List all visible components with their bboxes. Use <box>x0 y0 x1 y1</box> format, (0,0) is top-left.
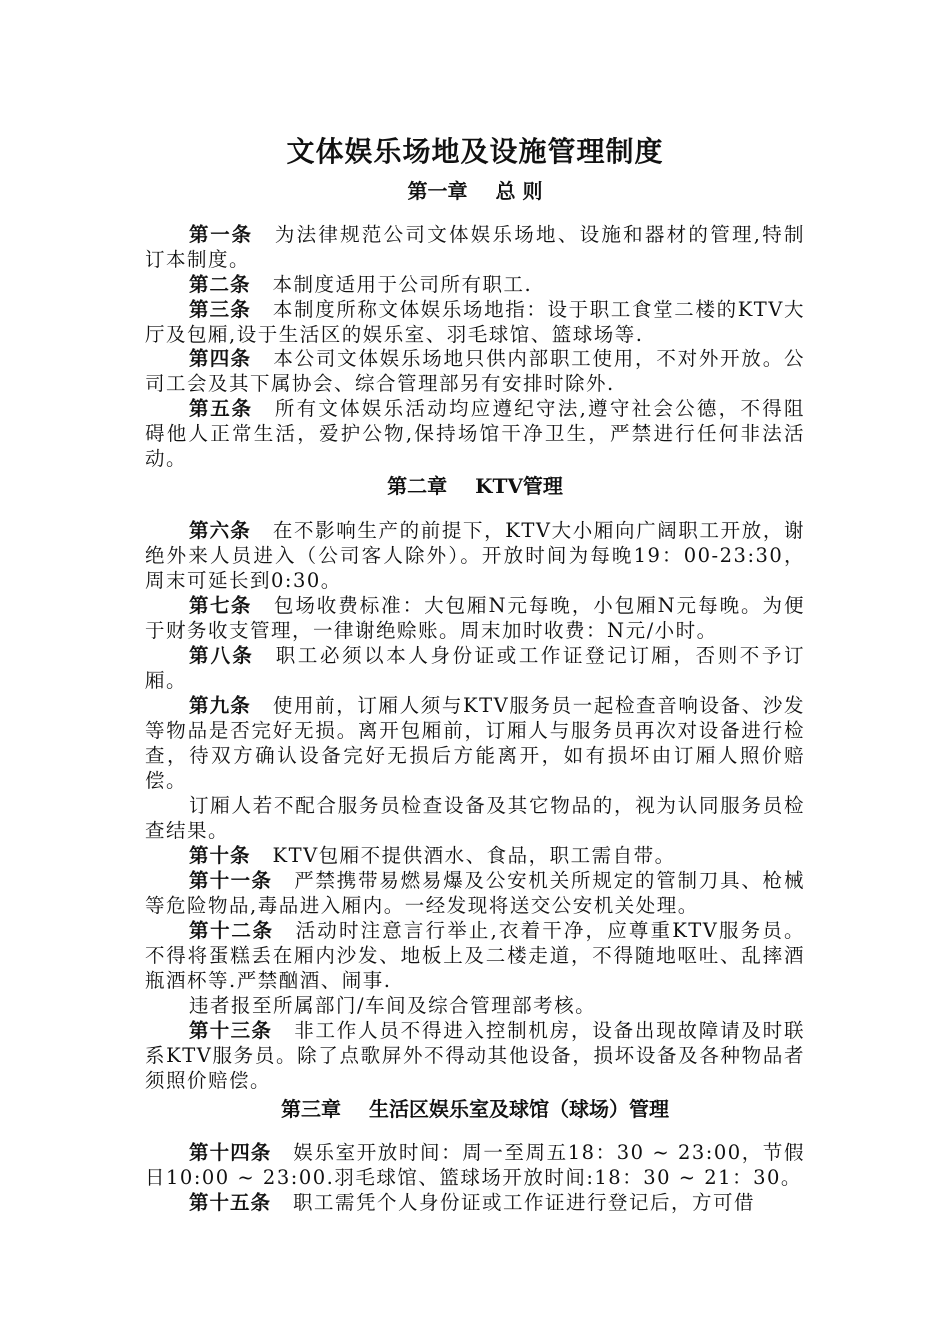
document-title: 文体娱乐场地及设施管理制度 <box>286 135 664 168</box>
chapter-3-name: 生活区娱乐室及球馆（球场）管理 <box>369 1097 669 1121</box>
article-8-label: 第八条 <box>189 644 254 667</box>
article-11 <box>145 868 805 918</box>
article-2-label: 第二条 <box>189 273 251 296</box>
article-12-text: 活动时注意言行举止,衣着干净，应尊重KTV服务员。不得将蛋糕丢在厢内沙发、地板上及二楼走道，不得随地呕吐、乱摔酒瓶酒杯等.严禁酗酒、闹事. <box>145 919 805 992</box>
article-5-label: 第五条 <box>189 397 253 420</box>
article-10-label: 第十条 <box>189 844 251 867</box>
article-8 <box>145 643 805 693</box>
article-1-label: 第一条 <box>189 223 253 246</box>
article-13-text: 非工作人员不得进入控制机房，设备出现故障请及时联系KTV服务员。除了点歌屏外不得动其他设备，损坏设备及各种物品者须照价赔偿。 <box>145 1019 805 1092</box>
article-2 <box>145 272 805 297</box>
article-12-label: 第十二条 <box>189 919 274 942</box>
chapter-1-label: 第一章 <box>407 179 468 203</box>
chapter-1-heading <box>0 175 950 204</box>
article-7-label: 第七条 <box>189 594 252 617</box>
article-13-label: 第十三条 <box>189 1019 273 1042</box>
article-11-text: 严禁携带易燃易爆及公安机关所规定的管制刀具、枪械等危险物品,毒品进入厢内。一经发现将送交公安机关处理。 <box>145 869 805 917</box>
article-9-supplement: 订厢人若不配合服务员检查设备及其它物品的，视为认同服务员检查结果。 <box>145 794 805 842</box>
chapter-2-name: KTV管理 <box>475 474 563 498</box>
article-14-label: 第十四条 <box>189 1141 272 1164</box>
article-3 <box>145 297 805 347</box>
article-5-text: 所有文体娱乐活动均应遵纪守法,遵守社会公德，不得阻碍他人正常生活，爱护公物,保持场馆干净卫生，严禁进行任何非法活动。 <box>145 397 805 470</box>
article-15-text: 职工需凭个人身份证或工作证进行登记后，方可借 <box>293 1191 756 1214</box>
article-6-text: 在不影响生产的前提下，KTV大小厢向广阔职工开放，谢绝外来人员进入（公司客人除外）。开放时间为每晚19：00-23:30，周末可延长到0:30。 <box>145 519 805 592</box>
chapter-2-label: 第二章 <box>387 474 448 498</box>
article-15 <box>145 1190 805 1215</box>
article-10 <box>145 843 805 868</box>
chapter-1-name: 总 则 <box>495 179 543 203</box>
article-12-supplement: 违者报至所属部门/车间及综合管理部考核。 <box>189 994 597 1017</box>
article-11-label: 第十一条 <box>189 869 273 892</box>
article-9 <box>145 693 805 793</box>
article-8-text: 职工必须以本人身份证或工作证登记订厢，否则不予订厢。 <box>145 644 805 692</box>
article-4 <box>145 346 805 396</box>
article-2-text: 本制度适用于公司所有职工. <box>272 273 533 296</box>
article-9-text: 使用前，订厢人须与KTV服务员一起检查音响设备、沙发等物品是否完好无损。离开包厢前，订厢人与服务员再次对设备进行检查，待双方确认设备完好无损后方能离开，如有损坏由订厢人照价赔偿。 <box>145 694 805 792</box>
article-6-label: 第六条 <box>189 519 251 542</box>
article-12 <box>145 918 805 993</box>
article-7 <box>145 593 805 643</box>
chapter-3-heading <box>0 1093 950 1122</box>
article-6 <box>145 518 805 593</box>
article-3-label: 第三条 <box>189 298 251 321</box>
chapter-2-heading <box>0 470 950 499</box>
article-1-text: 为法律规范公司文体娱乐场地、设施和器材的管理,特制订本制度。 <box>145 223 805 271</box>
article-9-label: 第九条 <box>189 694 251 717</box>
article-7-text: 包场收费标准：大包厢N元每晚，小包厢N元每晚。为便于财务收支管理，一律谢绝赊账。周末加时收费：N元/小时。 <box>145 594 805 642</box>
chapter-3-label: 第三章 <box>281 1097 341 1121</box>
article-13 <box>145 1018 805 1093</box>
article-14-text: 娱乐室开放时间：周一至周五18：30 ~ 23:00，节假日10:00 ~ 23:00.羽毛球馆、篮球场开放时间:18：30 ~ 21：30。 <box>145 1141 805 1189</box>
article-14 <box>145 1140 805 1190</box>
article-10-text: KTV包厢不提供酒水、食品，职工需自带。 <box>272 844 676 867</box>
article-3-text: 本制度所称文体娱乐场地指：设于职工食堂二楼的KTV大厅及包厢,设于生活区的娱乐室、羽毛球馆、篮球场等. <box>145 298 805 346</box>
article-4-label: 第四条 <box>189 347 252 370</box>
article-4-text: 本公司文体娱乐场地只供内部职工使用，不对外开放。公司工会及其下属协会、综合管理部另有安排时除外. <box>145 347 805 395</box>
article-1 <box>145 222 805 272</box>
article-5 <box>145 396 805 471</box>
article-15-label: 第十五条 <box>189 1191 272 1214</box>
